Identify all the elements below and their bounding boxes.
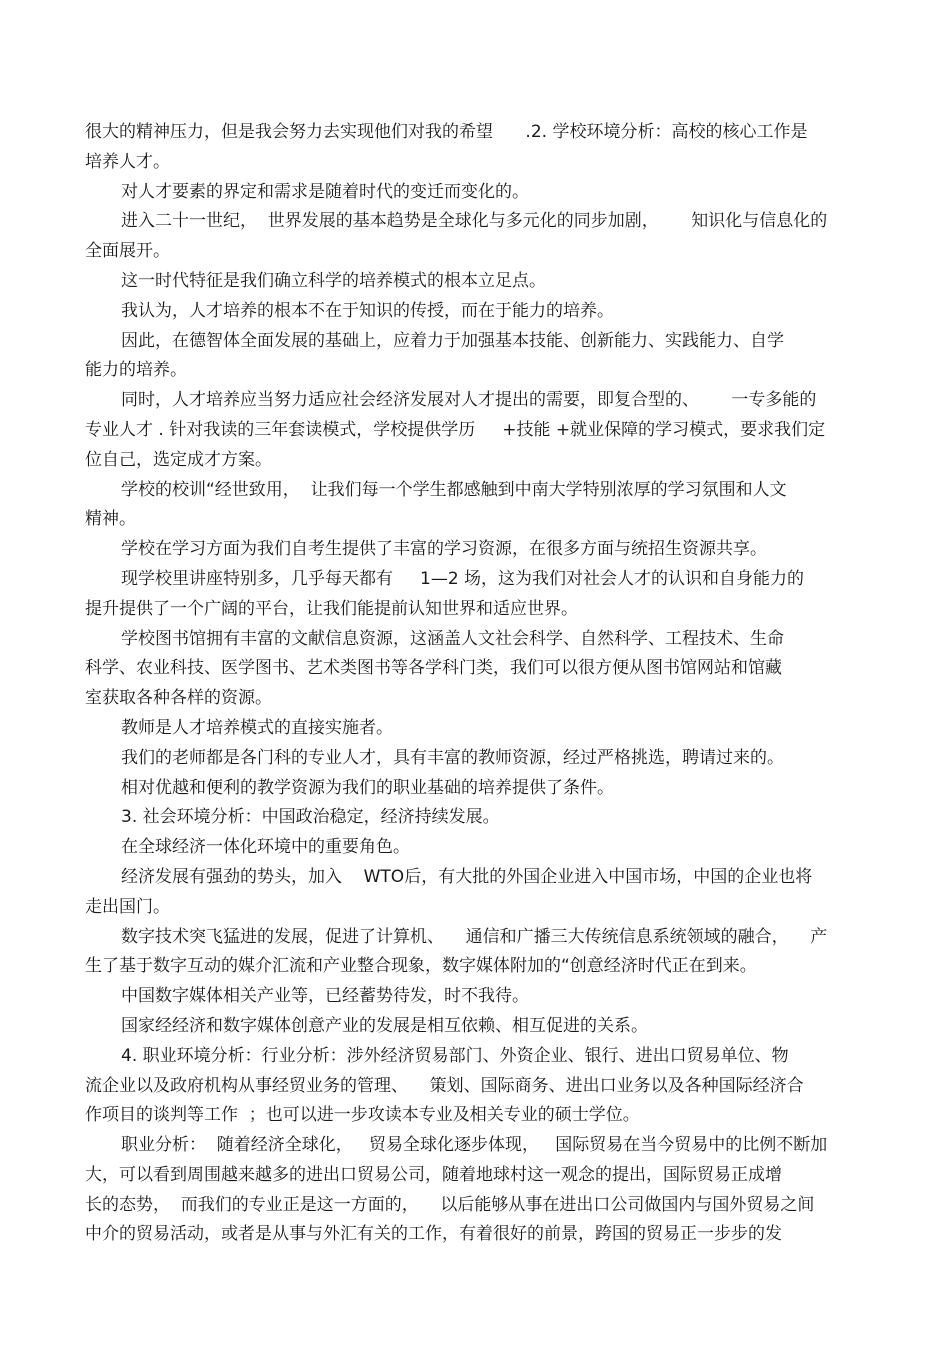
text-line: 大，可以看到周围越来越多的进出口贸易公司，随着地球村这一观念的提出，国际贸易正成增: [85, 1164, 782, 1185]
text-line: 学校在学习方面为我们自考生提供了丰富的学习资源，在很多方面与统招生资源共享。: [121, 539, 767, 560]
text-line: 流企业以及政府机构从事经贸业务的管理、 策划、国际商务、进出口业务以及各种国际经济合: [85, 1075, 804, 1096]
text-line: 3. 社会环境分析：中国政治稳定，经济持续发展。: [121, 807, 500, 828]
text-line: 现学校里讲座特别多，几乎每天都有 1—2 场，这为我们对社会人才的认识和自身能力的: [121, 568, 805, 589]
text-line: 培养人才。: [85, 151, 170, 172]
text-line: 中国数字媒体相关产业等，已经蓄势待发，时不我待。: [121, 986, 529, 1007]
text-line: 在全球经济一体化环境中的重要角色。: [121, 837, 410, 858]
text-line: 室获取各种各样的资源。: [85, 688, 272, 709]
document-body: [85, 118, 875, 1250]
text-line: 全面展开。: [85, 241, 170, 262]
text-line: 职业分析： 随着经济全球化， 贸易全球化逐步体现， 国际贸易在当今贸易中的比例不断加: [121, 1135, 828, 1156]
text-line: 提升提供了一个广阔的平台，让我们能提前认知世界和适应世界。: [85, 598, 578, 619]
text-line: 中介的贸易活动，或者是从事与外汇有关的工作，有着很好的前景，跨国的贸易正一步步的发: [85, 1224, 782, 1245]
text-line: 能力的培养。: [85, 360, 187, 381]
text-line: 作项目的谈判等工作 ；也可以进一步攻读本专业及相关专业的硕士学位。: [85, 1105, 640, 1126]
text-line: 科学、农业科技、医学图书、艺术类图书等各学科门类，我们可以很方便从图书馆网站和馆藏: [85, 658, 782, 679]
text-line: 很大的精神压力，但是我会努力去实现他们对我的希望 .2. 学校环境分析：高校的核心工作是: [85, 122, 808, 142]
text-line: 走出国门。: [85, 896, 170, 917]
text-line: 经济发展有强劲的势头，加入 WTO后，有大批的外国企业进入中国市场，中国的企业也将: [121, 866, 813, 887]
text-line: 这一时代特征是我们确立科学的培养模式的根本立足点。: [121, 270, 546, 291]
text-line: 长的态势， 而我们的专业正是这一方面的， 以后能够从事在进出口公司做国内与国外贸易之间: [85, 1194, 815, 1215]
text-line: 因此，在德智体全面发展的基础上，应着力于加强基本技能、创新能力、实践能力、自学: [121, 330, 784, 351]
text-line: 4. 职业环境分析：行业分析：涉外经济贸易部门、外资企业、银行、进出口贸易单位、物: [121, 1045, 789, 1066]
text-line: 学校的校训“经世致用， 让我们每一个学生都感触到中南大学特别浓厚的学习氛围和人文: [121, 479, 787, 500]
text-line: 数字技术突飞猛进的发展，促进了计算机、 通信和广播三大传统信息系统领域的融合， 产: [121, 926, 828, 947]
text-line: 我们的老师都是各门科的专业人才，具有丰富的教师资源，经过严格挑选，聘请过来的。: [121, 747, 784, 768]
text-line: 生了基于数字互动的媒介汇流和产业整合现象，数字媒体附加的“创意经济时代正在到来。: [85, 956, 757, 977]
text-line: 位自己，选定成才方案。: [85, 449, 272, 470]
text-line: 我认为，人才培养的根本不在于知识的传授，而在于能力的培养。: [121, 300, 614, 321]
text-line: 学校图书馆拥有丰富的文献信息资源，这涵盖人文社会科学、自然科学、工程技术、生命: [121, 628, 784, 649]
text-line: 国家经经济和数字媒体创意产业的发展是相互依赖、相互促进的关系。: [121, 1015, 648, 1036]
text-line: 进入二十一世纪， 世界发展的基本趋势是全球化与多元化的同步加剧， 知识化与信息化的: [121, 211, 828, 232]
text-line: 教师是人才培养模式的直接实施者。: [121, 717, 393, 738]
text-line: 相对优越和便利的教学资源为我们的职业基础的培养提供了条件。: [121, 777, 614, 798]
text-line: 精神。: [85, 509, 136, 530]
text-line: 同时，人才培养应当努力适应社会经济发展对人才提出的需要，即复合型的、 一专多能的: [121, 390, 817, 411]
text-line: 对人才要素的界定和需求是随着时代的变迁而变化的。: [121, 181, 529, 202]
text-line: 专业人才 . 针对我读的三年套读模式，学校提供学历 +技能 +就业保障的学习模式，要求我们定: [85, 419, 826, 440]
